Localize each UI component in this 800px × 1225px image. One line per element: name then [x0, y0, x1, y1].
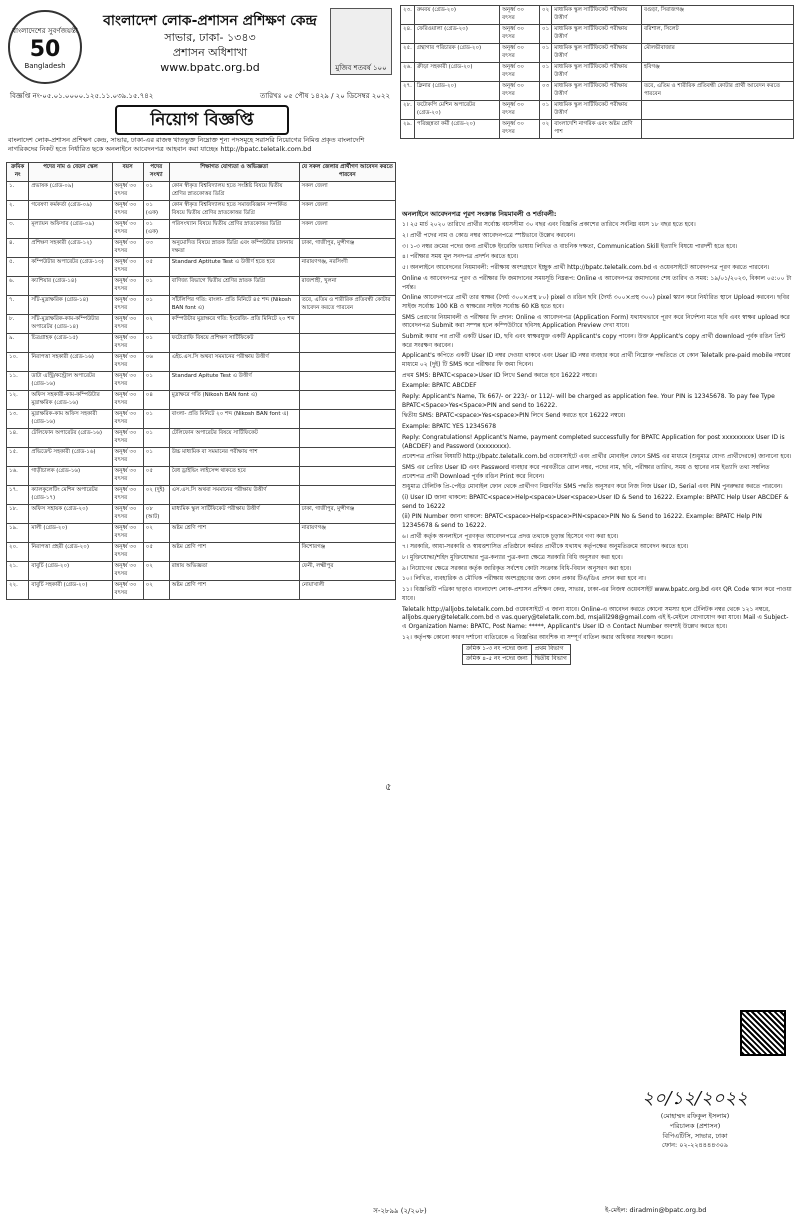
rule-item: ১১। বিজ্ঞপ্তিটি পত্রিকা ছাড়াও বাংলাদেশ লোক-প্রশাসন প্রশিক্ষণ কেন্দ্র, সাভার, ঢাকা-এর নিজস্ব ওয়েবসাইট www.bpatc.org.bd এবং QR Code স্ক্যান করে পাওয়া যাবে। [402, 586, 792, 602]
cell-no: ১১. [7, 372, 29, 391]
org-block [95, 12, 325, 75]
signature: ২০/১২/২০২২ [642, 1088, 748, 1109]
rule-item: Example: BPATC ABCDEF [402, 382, 477, 390]
footer-email [605, 1205, 706, 1216]
table-row [7, 201, 396, 220]
cell-no: ৮. [7, 315, 29, 334]
cell-no: ২১. [7, 562, 29, 581]
cell-age: অনূর্ধ্ব ৩০ বৎসর [112, 334, 143, 353]
cell-post: গ্রন্থাগার পরিচারক (গ্রেড-২০) [414, 44, 499, 63]
cell-qual: অষ্টম শ্রেণি পাশ [169, 581, 299, 600]
cell-age: অনূর্ধ্ব ৩০ বৎসর [500, 101, 540, 120]
cell-post: প্রভিডেন্ট সহকারী (গ্রেড-১৬) [29, 448, 112, 467]
cell-no: ২৪. [401, 25, 415, 44]
cell-qual: মাধ্যমিক স্কুল সার্টিফিকেট পরীক্ষায় উত্তীর্ণ [169, 505, 299, 524]
cell-post: গাড়ীচালক (গ্রেড-১৬) [29, 467, 112, 486]
cell-dist [641, 101, 793, 120]
rule-item: ৭। সরকারি, আধা-সরকারি ও স্বায়ত্তশাসিত প্রতিষ্ঠানে কর্মরত প্রার্থীকে যথাযথ কর্তৃপক্ষের অনুমতিক্রমে আবেদন করতে হবে। [402, 543, 689, 551]
cell-dist: বগুড়া, সিরাজগঞ্জ [641, 6, 793, 25]
cell-dist [299, 429, 395, 448]
cell-post: মুদ্রাক্ষরিক-কাম অফিস সহকারী (গ্রেড-১৬) [29, 410, 112, 429]
cell-age: অনূর্ধ্ব ৩০ বৎসর [112, 182, 143, 201]
email-label: ই-মেইল: [605, 1206, 628, 1214]
cell-age: অনূর্ধ্ব ৩০ বৎসর [112, 391, 143, 410]
table-row [7, 182, 396, 201]
cell-dist: বরিশাল, সিলেট [641, 25, 793, 44]
rules-section [402, 210, 792, 665]
cell-qual: বৈধ ড্রাইভিং লাইসেন্স থাকতে হবে [169, 467, 299, 486]
cell-dist: হবিগঞ্জ [641, 63, 793, 82]
table-row [7, 505, 396, 524]
table-row [401, 82, 794, 101]
cell-post: বাবুর্চি সহকারী (গ্রেড-২০) [29, 581, 112, 600]
cell-dist [641, 120, 793, 139]
cell-age: অনূর্ধ্ব ৩০ বৎসর [112, 410, 143, 429]
table-row [7, 562, 396, 581]
cell-count: ০৫ [143, 467, 169, 486]
table-row [7, 581, 396, 600]
cell-age: অনূর্ধ্ব ৩০ বৎসর [500, 120, 540, 139]
cell-count: ০৩ [540, 82, 552, 101]
cell-post: ডাটা এন্ট্রি/কন্ট্রোল অপারেটর (গ্রেড-১৬) [29, 372, 112, 391]
posts-table-header [7, 163, 396, 182]
cell-post: সাঁট-মুদ্রাক্ষরিক (গ্রেড-১৪) [29, 296, 112, 315]
date-english: ২০ ডিসেম্বর ২০২২ [335, 92, 390, 100]
rule-item: প্রথম SMS: BPATC<space>User ID লিখে Send করতে হবে 16222 নম্বরে। [402, 371, 597, 379]
cell-post: ক্রীড়া সহকারী (গ্রেড-২০) [414, 63, 499, 82]
cell-qual: এইচ.এস.সি অথবা সমমানের পরীক্ষায় উত্তীর্ণ [169, 353, 299, 372]
rule-item: (ii) PIN Number জানা থাকলে: BPATC<space>Help<space>PIN<space>PIN No & Send to 16222. Example: BPATC Help PIN 12345678 & send to 16222. [402, 513, 762, 530]
email-link[interactable]: diradmin@bpatc.org.bd [629, 1206, 707, 1214]
cell-no: ১৬. [7, 467, 29, 486]
cell-count: ০১ [540, 63, 552, 82]
cell-no: ২৫. [401, 44, 415, 63]
cell-dist [299, 334, 395, 353]
cell-count: ০১ [143, 296, 169, 315]
rule-item: Online এ আবেদনপত্র পূরণ ও পরীক্ষার ফি জমাদানের সময়সূচি নিম্নরূপ: Online এ আবেদনপত্র জমাদানের শেষ তারিখ ও সময়: ১৯/০১/২০২৩, বিকাল ০৫:০০ টা পর্যন্ত। [402, 274, 792, 291]
table-row [401, 44, 794, 63]
cell-no: ২০. [7, 543, 29, 562]
cell-count: ০১ (এক) [143, 220, 169, 239]
cell-post: ফেরিওয়ালা (গ্রেড-২০) [414, 25, 499, 44]
cell-count: ০১ [540, 25, 552, 44]
cell-dist: তবে, এতিম ও শারীরিক প্রতিবন্ধী কোটার আবেদন করতে পারবেন [299, 296, 395, 315]
cell-no: ১৭. [7, 486, 29, 505]
cell-qual: কম্পিউটার মুদ্রাক্ষরে গতি: ইংরেজি- প্রতি মিনিটে ২০ শব্দ [169, 315, 299, 334]
cell-dist: কিশোরগঞ্জ [299, 543, 395, 562]
cell-qual: ফটোগ্রাফি বিষয়ে প্রশিক্ষণ সার্টিফিকেট [169, 334, 299, 353]
cell-age: অনূর্ধ্ব ৩০ বৎসর [112, 258, 143, 277]
cell-qual: মাধ্যমিক স্কুল সার্টিফিকেট পরীক্ষায় উত্তীর্ণ [552, 82, 642, 101]
cell-count: ০১ [540, 101, 552, 120]
cell-qual: সাঁটলিপির গতি: বাংলা- প্রতি মিনিটে ৪৫ শব্দ (Nikosh BAN font এ) [169, 296, 299, 315]
date-label: তারিখঃ [259, 92, 282, 100]
cell-dist: ফেনী, লক্ষ্মীপুর [299, 562, 395, 581]
cell-age: অনূর্ধ্ব ৩০ বৎসর [112, 315, 143, 334]
cell-no: ১৩. [7, 410, 29, 429]
memo-number: বিজ্ঞপ্তি নং-০৫.০১.০০০০.১২৫.১১.০৩৯.১৫.৭৪২ [10, 92, 154, 100]
cell-count: ০১ [143, 429, 169, 448]
rule-item: Online আবেদনপত্রে প্রার্থী তার স্বাক্ষর (দৈর্ঘ্য ৩০০×প্রস্থ ৮০) pixel ও রঙিন ছবি (দৈর্ঘ্য ৩০০×প্রস্থ ৩০০) pixel স্ক্যান করে নির্ধারিত স্থানে Upload করবেন। ছবির সাইজ সর্বোচ্চ 100 KB ও স্বাক্ষরের সাইজ সর্বোচ্চ 60 KB হতে হবে। [402, 294, 790, 310]
cell-age: অনূর্ধ্ব ৩০ বৎসর [500, 63, 540, 82]
cell-age: অনূর্ধ্ব ৩০ বৎসর [112, 467, 143, 486]
cell-count: ০১ [540, 44, 552, 63]
cell-no: ৫. [7, 258, 29, 277]
cell-dist [299, 391, 395, 410]
org-address: সাভার, ঢাকা- ১৩৪৩ [164, 30, 256, 44]
cell-no: ৬. [7, 277, 29, 296]
cell-post: ক্লিনার (গ্রেড-২০) [414, 82, 499, 101]
cell-age: অনূর্ধ্ব ৩০ বৎসর [112, 562, 143, 581]
rule-item: Reply: Congratulations! Applicant's Name, payment completed successfully for BPATC Application for post xxxxxxxxx User ID is (ABCDEF) and Password (xxxxxxxx). [402, 433, 785, 450]
rule-item: ১২। কর্তৃপক্ষ কোনো কারণ দর্শানো ব্যতিরেকে এ বিজ্ঞপ্তির আংশিক বা সম্পূর্ণ বাতিল করার অধিকার সংরক্ষণ করেন। [402, 633, 673, 641]
cell-count: ০১ [143, 182, 169, 201]
cell-count: ০১ [143, 410, 169, 429]
cell-no: ৭. [7, 296, 29, 315]
signatory-designation: পরিচালক (প্রশাসন) [669, 1121, 721, 1130]
rules-heading: অনলাইনে আবেদনপত্র পূরণ সংক্রান্ত নিয়মাবলী ও শর্তাবলী: [402, 210, 557, 218]
cell-qual: মাধ্যমিক স্কুল সার্টিফিকেট পরীক্ষায় উত্তীর্ণ [552, 25, 642, 44]
cell-age: অনূর্ধ্ব ৩০ বৎসর [112, 505, 143, 524]
cell-no: ১০. [7, 353, 29, 372]
rule-item: SMS প্রেরণের নিয়মাবলী ও পরীক্ষার ফি প্রদান: Online এ আবেদনপত্র (Application Form) যথাযথভাবে পূরণ করে নির্দেশনা মতে ছবি এবং স্বাক্ষর upload করে আবেদনপত্র Submit করা সম্পন্ন হলে কম্পিউটারে ছবিসহ Application Preview দেখা যাবে। [402, 313, 790, 330]
table-row [7, 410, 396, 429]
cell-qual: কোন স্বীকৃত বিশ্ববিদ্যালয় হতে সমাজবিজ্ঞান সম্পর্কিত বিষয়ে দ্বিতীয় শ্রেণির স্নাতকোত্তর ডিগ্রি [169, 201, 299, 220]
fee-row [463, 645, 571, 655]
table-row [7, 258, 396, 277]
logo-text: বাংলাদেশের সুবর্ণজয়ন্তী [12, 26, 78, 35]
cell-count: ০৫ [143, 258, 169, 277]
cell-post: ক্যালকুলেটিং মেশিন অপারেটর (গ্রেড-১৭) [29, 486, 112, 505]
rule-item: ৮। মুক্তিযোদ্ধা/শহিদ মুক্তিযোদ্ধার পুত্র-কন্যার পুত্র-কন্যা ক্ষেত্রে সরকারি বিধি অনুসরণ করা হবে। [402, 554, 623, 562]
cell-dist [299, 410, 395, 429]
cell-post: চিত্রগ্রাহক (গ্রেড-১৫) [29, 334, 112, 353]
cell-no: ১৮. [7, 505, 29, 524]
cell-post: অফিস সহায়ক (গ্রেড-২০) [29, 505, 112, 524]
table-row [401, 120, 794, 139]
posts-table [6, 162, 396, 600]
portrait-caption: মুজিব শতবর্ষ ১০০ [335, 64, 387, 72]
cell-no: ২. [7, 201, 29, 220]
cell-post: মালী (গ্রেড-২০) [29, 524, 112, 543]
cell-age: অনূর্ধ্ব ৩০ বৎসর [112, 448, 143, 467]
rule-item: শুধুমাত্র টেলিটক প্রি-পেইড মোবাইল ফোন থেকে প্রার্থীগণ নিম্নবর্ণিত SMS পদ্ধতি অনুসরণ করে নিজ নিজ User ID, Serial এবং PIN পুনরুদ্ধার করতে পারবেন। [402, 483, 783, 491]
rule-item: Example: BPATC YES 12345678 [402, 423, 497, 431]
cell-dist: মৌলভীবাজার [641, 44, 793, 63]
cell-count: ০২ [143, 581, 169, 600]
cell-age: অনূর্ধ্ব ৩০ বৎসর [112, 220, 143, 239]
cell-no: ৪. [7, 239, 29, 258]
rule-item: ৩। ১-৩ নম্বর ক্রমের পদের জন্য প্রার্থীকে ইংরেজি ভাষায় লিখিত ও বাচনিক দক্ষতা, Communication Skill ইত্যাদি বিষয়ে পারদর্শী হতে হবে। [402, 242, 738, 250]
cell-dist: নারায়ণগঞ্জ [299, 524, 395, 543]
jubilee-logo [8, 10, 82, 84]
cell-post: সাঁট-মুদ্রাক্ষরিক-কাম-কম্পিউটার অপারেটর (গ্রেড-১৪) [29, 315, 112, 334]
cell-no: ১২. [7, 391, 29, 410]
cell-age: অনূর্ধ্ব ৩০ বৎসর [112, 543, 143, 562]
cell-count: ০৮ (আট) [143, 505, 169, 524]
org-branch: প্রশাসন অধিশাখা [172, 45, 248, 59]
cell-dist: ঢাকা, গাজীপুর, মুন্সীগঞ্জ [299, 505, 395, 524]
cell-qual: মাধ্যমিক স্কুল সার্টিফিকেট পরীক্ষায় উত্তীর্ণ [552, 44, 642, 63]
cell-age: অনূর্ধ্ব ৩০ বৎসর [112, 429, 143, 448]
footer-code: স-২৮৯৯ (২/২০৮) [373, 1207, 427, 1215]
column-header: পদের সংখ্যা [143, 163, 169, 182]
table-row [401, 101, 794, 120]
rule-item: (i) User ID জানা থাকলে: BPATC<space>Help<space>User<space>User ID & Send to 16222. Example: BPATC Help User ABCDEF & send to 16222 [402, 493, 789, 510]
cell-dist [299, 486, 395, 505]
column-header: ক্রমিক নং [7, 163, 29, 182]
cell-qual: অনুমোদিত বিষয়ে স্নাতক ডিগ্রি এবং কম্পিউটার চালনায় দক্ষতা [169, 239, 299, 258]
cell-qual: পরিসংখ্যান বিষয়ে দ্বিতীয় শ্রেণির স্নাতকোত্তর ডিগ্রি [169, 220, 299, 239]
cell-age: অনূর্ধ্ব ৩০ বৎসর [112, 239, 143, 258]
center-mark: ৫ [385, 782, 392, 793]
cell-post: পরিচ্ছন্নতা কর্মী (গ্রেড-২০) [414, 120, 499, 139]
cell-age: অনূর্ধ্ব ৩০ বৎসর [112, 524, 143, 543]
cell-post: রুমবয় (গ্রেড-২০) [414, 6, 499, 25]
table-row [7, 220, 396, 239]
cell-age: অনূর্ধ্ব ৩০ বৎসর [500, 6, 540, 25]
cell-count: ০২ [540, 120, 552, 139]
cell-count: ০২ [143, 562, 169, 581]
cell-dist: ঢাকা, গাজীপুর, মুন্সীগঞ্জ [299, 239, 395, 258]
cell-count: ০২ [540, 6, 552, 25]
fee-fee: দ্বিতীয় বিভাগ [531, 654, 570, 664]
cell-count: ০২ (দুই) [143, 486, 169, 505]
table-row [7, 448, 396, 467]
cell-no: ১৫. [7, 448, 29, 467]
cell-qual: মাধ্যমিক স্কুল সার্টিফিকেট পরীক্ষায় উত্তীর্ণ [552, 63, 642, 82]
org-name: বাংলাদেশ লোক-প্রশাসন প্রশিক্ষণ কেন্দ্র [103, 13, 317, 29]
table-row [7, 486, 396, 505]
cell-age: অনূর্ধ্ব ৩০ বৎসর [112, 372, 143, 391]
rule-item: ৯। নিয়োগের ক্ষেত্রে সরকার কর্তৃক জারিকৃত সর্বশেষ কোটা সংক্রান্ত বিধি-বিধান অনুসরণ করা হবে। [402, 564, 632, 572]
cell-qual: মাধ্যমিক স্কুল সার্টিফিকেট পরীক্ষায় উত্তীর্ণ [552, 6, 642, 25]
rule-item: Reply: Applicant's Name, Tk 667/- or 223/- or 112/- will be charged as application fee. Your PIN is 12345678. To pay fee Type BPATC<Space>Yes<Space>PIN and send to 16222. [402, 393, 775, 409]
cell-no: ২৯. [401, 120, 415, 139]
cell-qual: বাংলা- প্রতি মিনিটে ২০ শব্দ (Nikosh BAN font এ) [169, 410, 299, 429]
cell-dist: সকল জেলা [299, 201, 395, 220]
cell-post: মূল্যায়ন অফিসার (গ্রেড-০৯) [29, 220, 112, 239]
table-row [7, 277, 396, 296]
memo-line [10, 90, 390, 102]
cell-no: ২৩. [401, 6, 415, 25]
signatory-name: (মোহাম্মদ রফিকুল ইসলাম) [660, 1112, 730, 1120]
rule-item: ৬। প্রার্থী কর্তৃক অনলাইনে পূরণকৃত আবেদনপত্রে প্রদত্ত তথ্যকে চূড়ান্ত হিসেবে গণ্য করা হবে। [402, 532, 619, 540]
cell-age: অনূর্ধ্ব ৩০ বৎসর [112, 277, 143, 296]
rule-item: SMS এর প্রেরিত User ID এবং Password ব্যবহার করে পরবর্তীতে রোল নম্বর, পদের নাম, ছবি, পরীক্ষার তারিখ, সময় ও স্থানের নাম ইত্যাদি তথ্য সম্বলিত প্রবেশপত্র প্রার্থী Download পূর্বক রঙিন Print করে নিবেন। [402, 463, 770, 480]
table-row [7, 372, 396, 391]
cell-post: অফিস সহকারী-কাম-কম্পিউটার মুদ্রাক্ষরিক (গ্রেড-১৬) [29, 391, 112, 410]
fee-table [462, 644, 571, 664]
cell-count: ০১ [143, 334, 169, 353]
logo-number: 50 [29, 36, 61, 62]
cell-qual: মুদ্রাক্ষরে গতি (Nikosh BAN font এ) [169, 391, 299, 410]
cell-dist [299, 448, 395, 467]
cell-no: ১. [7, 182, 29, 201]
portrait-image [330, 8, 392, 75]
table-row [7, 296, 396, 315]
rule-item: প্রবেশপত্র প্রাপ্তির বিষয়টি http://bpatc.teletalk.com.bd ওয়েবসাইটে এবং প্রার্থীর মোবাইল ফোনে SMS এর মাধ্যমে (শুধুমাত্র যোগ্য প্রার্থীদেরকে) জানানো হবে। [402, 453, 792, 461]
fee-label: ক্রমিক ১-৩ নং পদের জন্য [463, 645, 532, 655]
cell-count: ০১ (এক) [143, 201, 169, 220]
cell-no: ১৯. [7, 524, 29, 543]
cell-age: অনূর্ধ্ব ৩০ বৎসর [112, 353, 143, 372]
cell-qual: কোন স্বীকৃত বিশ্ববিদ্যালয় হতে সংশ্লিষ্ট বিষয়ে দ্বিতীয় শ্রেণির স্নাতকোত্তর ডিগ্রি [169, 182, 299, 201]
column-header: যে সকল জেলার প্রার্থীগণ আবেদন করতে পারবেন [299, 163, 395, 182]
cell-qual: Standard Aptitute Test এ উত্তীর্ণ হতে হবে [169, 258, 299, 277]
website-link[interactable]: www.bpatc.org.bd [160, 60, 260, 74]
header [0, 0, 395, 100]
cell-dist: সকল জেলা [299, 220, 395, 239]
signatory-phone: ফোন: ০২-২২৪৪৪৪৩০৯ [661, 1141, 729, 1150]
table-row [7, 353, 396, 372]
cell-qual: টেলিফোন অপারেটর বিষয়ে সার্টিফিকেট [169, 429, 299, 448]
cell-qual: অষ্টম শ্রেণি পাশ [169, 543, 299, 562]
rule-item: Teletalk http://alljobs.teletalk.com.bd ওয়েবসাইটে এ জানা যাবে। Online-এ আবেদন করতে কোনো সমস্যা হলে টেলিটক নম্বর থেকে ১২১ নম্বরে, alljobs.query@teletalk.com.bd ও vas.query@teletalk.com.bd, msjalil298@gmail.com এই ই-মেইলে যোগাযোগ করা যাবে। Mail এ Subject-এ Organization Name: BPATC, Post Name: *****, Applicant's User ID ও Contact Number অবশ্যই উল্লেখ করতে হবে। [402, 605, 789, 630]
table-row [401, 63, 794, 82]
cell-count: ০২ [143, 315, 169, 334]
cell-no: ৯. [7, 334, 29, 353]
cell-count: ০৩ [143, 239, 169, 258]
table-row [7, 543, 396, 562]
table-row [7, 391, 396, 410]
cell-dist: রাজশাহী, খুলনা [299, 277, 395, 296]
cell-count: ০২ [143, 524, 169, 543]
table-row [7, 239, 396, 258]
table-row [7, 429, 396, 448]
cell-dist [299, 372, 395, 391]
rule-item: Submit করার পর প্রার্থী একটি User ID, ছবি এবং স্বাক্ষরযুক্ত একটি Applicant's copy পাবেন। উক্ত Applicant's copy প্রার্থী download পূর্বক রঙিন প্রিন্ট করে সংরক্ষণ করবেন। [402, 332, 786, 349]
qr-code[interactable] [740, 1010, 786, 1056]
cell-age: অনূর্ধ্ব ৩০ বৎসর [112, 486, 143, 505]
cell-age: অনূর্ধ্ব ৩০ বৎসর [112, 296, 143, 315]
cell-no: ২২. [7, 581, 29, 600]
cell-count: ০৫ [143, 543, 169, 562]
cell-qual: বাংলাদেশি নাগরিক এবং অষ্টম শ্রেণি পাশ [552, 120, 642, 139]
cell-age: অনূর্ধ্ব ৩০ বৎসর [500, 25, 540, 44]
cell-age: অনূর্ধ্ব ৩০ বৎসর [112, 581, 143, 600]
cell-no: ১৪. [7, 429, 29, 448]
cell-dist: নোয়াখালী [299, 581, 395, 600]
rule-item: Applicant's কপিতে একটি User ID নম্বর দেওয়া থাকবে এবং User ID নম্বর ব্যবহার করে প্রার্থী নিম্নোক্ত পদ্ধতিতে যে কোন Teletalk pre-paid mobile নম্বরের মাধ্যমে ০২ (দুই) টি SMS করে পরীক্ষার ফি জমা দিবেন। [402, 352, 791, 369]
table-row [7, 467, 396, 486]
rule-item: দ্বিতীয় SMS: BPATC<space>Yes<space>PIN লিখে Send করতে হবে 16222 নম্বরে। [402, 412, 626, 420]
column-header: পদের নাম ও বেতন স্কেল [29, 163, 112, 182]
cell-age: অনূর্ধ্ব ৩০ বৎসর [112, 201, 143, 220]
table-row [401, 6, 794, 25]
rule-item: ১০। লিখিত, ব্যবহারিক ও মৌখিক পরীক্ষায় অংশগ্রহণের জন্য কোন প্রকার টিএ/ডিএ প্রদান করা হবে না। [402, 575, 646, 583]
date-bangla: ০৫ পৌষ ১৪২৯ [283, 92, 329, 100]
cell-post: প্রশিক্ষণ সহকারী (গ্রেড-১২) [29, 239, 112, 258]
table-row [7, 334, 396, 353]
cell-no: ২৭. [401, 82, 415, 101]
cell-no: ২৬. [401, 63, 415, 82]
signatory-office: বিপিএটিসি, সাভার, ঢাকা [662, 1131, 728, 1140]
cell-post: নিরাপত্তা সহকারী (গ্রেড-১৬) [29, 353, 112, 372]
cell-dist: তবে, এতিম ও শারীরিক প্রতিবন্ধী কোটার প্রার্থী আবেদন করতে পারবেন [641, 82, 793, 101]
rule-item: ১। ২৫ মার্চ ২০২০ তারিখে প্রার্থীর সর্বোচ্চ বয়সসীমা ৩০ বছর এবং বিজ্ঞপ্তি প্রকাশের তারিখে সর্বনিম্ন বয়স ১৮ বছর হতে হবে। [402, 221, 696, 229]
cell-post: বাবুর্চি (গ্রেড-২০) [29, 562, 112, 581]
column-header: শিক্ষাগত যোগ্যতা ও অভিজ্ঞতা [169, 163, 299, 182]
cell-qual: বাণিজ্য বিভাগে দ্বিতীয় শ্রেণির স্নাতক ডিগ্রি [169, 277, 299, 296]
table-row [7, 524, 396, 543]
cell-dist [299, 353, 395, 372]
page-title: নিয়োগ বিজ্ঞপ্তি [115, 105, 289, 135]
cell-dist [299, 315, 395, 334]
cell-qual: Standard Apitute Test এ উত্তীর্ণ [169, 372, 299, 391]
rule-item: ৪। পরীক্ষার সময় মূল সনদপত্র প্রদর্শন করতে হবে। [402, 253, 519, 261]
cell-dist: সকল জেলা [299, 182, 395, 201]
memo-date: তারিখঃ ০৫ পৌষ ১৪২৯ / ২০ ডিসেম্বর ২০২২ [259, 92, 390, 100]
table-row [7, 315, 396, 334]
cell-count: ০৪ [143, 391, 169, 410]
intro-text: বাংলাদেশ লোক-প্রশাসন প্রশিক্ষণ কেন্দ্র, সাভার, ঢাকা-এর রাজস্ব খাতভুক্ত নিম্নোক্ত শূন্য পদসমূহে সরাসরি নিয়োগের নিমিত্ত প্রকৃত বাংলাদেশি নাগরিকদের নিকট হতে নির্ধারিত ছকে অনলাইনে আবেদনপত্র আহবান করা যাচ্ছেঃ http://bpatc.teletalk.com.bd [8, 136, 365, 154]
cell-qual: অষ্টম শ্রেণি পাশ [169, 524, 299, 543]
cell-post: নিরাপত্তা প্রহরী (গ্রেড-২০) [29, 543, 112, 562]
fee-row [463, 654, 571, 664]
column-header: বয়স [112, 163, 143, 182]
cell-count: ০১ [143, 372, 169, 391]
signature-block [600, 1085, 790, 1151]
cell-qual: উচ্চ মাধ্যমিক বা সমমানের পরীক্ষায় পাশ [169, 448, 299, 467]
cell-count: ০১ [143, 448, 169, 467]
cell-age: অনূর্ধ্ব ৩০ বৎসর [500, 82, 540, 101]
cell-dist [299, 467, 395, 486]
fee-fee: প্রথম বিভাগ [531, 645, 570, 655]
rule-item: ৫। অনলাইনে আবেদনের নিয়মাবলী: পরীক্ষায় অংশগ্রহণে ইচ্ছুক প্রার্থী http://bpatc.teletalk.com.bd এ ওয়েবসাইটে আবেদনপত্র পূরণ করতে পারবেন। [402, 264, 770, 272]
cell-no: ২৮. [401, 101, 415, 120]
cell-dist: নারায়ণগঞ্জ, নরসিংদী [299, 258, 395, 277]
posts-table-continued [400, 5, 794, 139]
cell-count: ০৬ [143, 353, 169, 372]
cell-post: ক্যাশিয়ার (গ্রেড-১৪) [29, 277, 112, 296]
cell-qual: এস.এস.সি অথবা সমমানের পরীক্ষায় উত্তীর্ণ [169, 486, 299, 505]
cell-post: কম্পিউটার অপারেটর (গ্রেড-১৩) [29, 258, 112, 277]
cell-age: অনূর্ধ্ব ৩০ বৎসর [500, 44, 540, 63]
rule-item: ২। প্রার্থী পদের নাম ও কোড নম্বর আবেদনপত্রে স্পষ্টভাবে উল্লেখ করবেন। [402, 232, 576, 240]
cell-post: ফটোকপি মেশিন অপারেটর (গ্রেড-২০) [414, 101, 499, 120]
cell-qual: মাধ্যমিক স্কুল সার্টিফিকেট পরীক্ষায় উত্তীর্ণ [552, 101, 642, 120]
cell-post: প্রভাষক (গ্রেড-০৯) [29, 182, 112, 201]
cell-count: ০১ [143, 277, 169, 296]
cell-qual: রান্নায় অভিজ্ঞতা [169, 562, 299, 581]
cell-post: গবেষণা কর্মকর্তা (গ্রেড-০৯) [29, 201, 112, 220]
table-row [401, 25, 794, 44]
logo-caption: Bangladesh [24, 61, 66, 70]
cell-no: ৩. [7, 220, 29, 239]
fee-label: ক্রমিক ৪-৫ নং পদের জন্য [463, 654, 532, 664]
cell-post: টেলিফোন অপারেটর (গ্রেড-১৬) [29, 429, 112, 448]
